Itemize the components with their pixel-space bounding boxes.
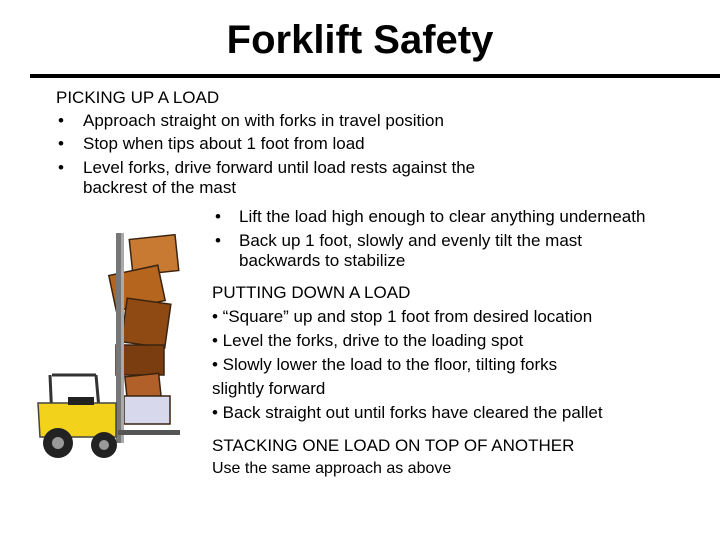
picking-item-continuation: backrest of the mast [83, 178, 237, 197]
title-underline [30, 74, 720, 78]
forklift-illustration [28, 225, 208, 470]
stacking-note: Use the same approach as above [212, 460, 452, 477]
picking-item-continuation: backwards to stabilize [239, 251, 406, 270]
picking-item: Lift the load high enough to clear anything underneath [239, 207, 646, 226]
putting-item: • Level the forks, drive to the loading spot [212, 331, 524, 350]
putting-item: • “Square” up and stop 1 foot from desired location [212, 307, 593, 326]
putting-item: • Back straight out until forks have cleared the pallet [212, 403, 603, 422]
bullet-marker: • [215, 231, 221, 250]
picking-item: Stop when tips about 1 foot from load [83, 134, 365, 153]
putting-item-continuation: slightly forward [212, 379, 326, 398]
slide-title: Forklift Safety [226, 18, 494, 62]
picking-item: Level forks, drive forward until load rests against the [83, 158, 476, 177]
bullet-marker: • [58, 111, 64, 130]
picking-item: Back up 1 foot, slowly and evenly tilt the mast [239, 231, 583, 250]
putting-heading: PUTTING DOWN A LOAD [212, 283, 411, 302]
bullet-marker: • [215, 207, 221, 226]
picking-heading: PICKING UP A LOAD [56, 88, 220, 107]
bullet-marker: • [58, 158, 64, 177]
stacking-heading: STACKING ONE LOAD ON TOP OF ANOTHER [212, 436, 575, 455]
putting-item: • Slowly lower the load to the floor, tilting forks [212, 355, 558, 374]
picking-item: Approach straight on with forks in travel position [83, 111, 444, 130]
bullet-marker: • [58, 134, 64, 153]
